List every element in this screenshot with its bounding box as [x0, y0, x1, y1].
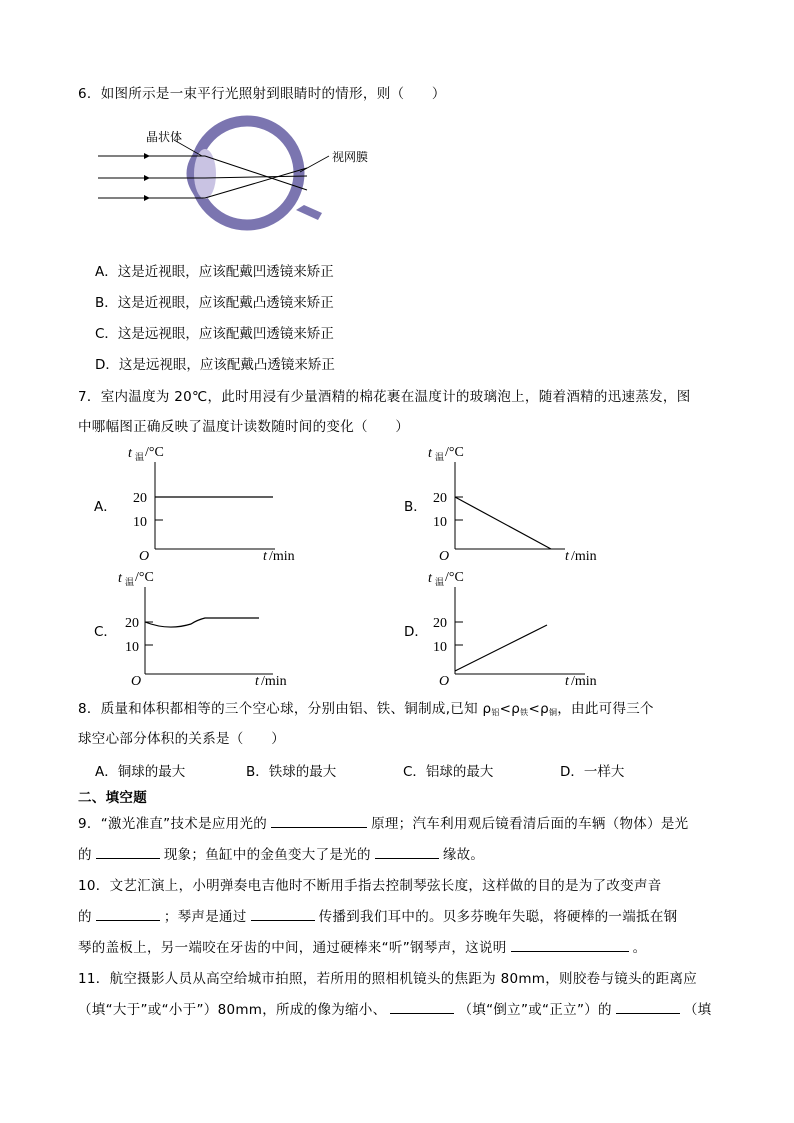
svg-text:/°C: /°C — [445, 570, 464, 585]
svg-text:/°C: /°C — [135, 570, 154, 585]
graph-c — [113, 565, 303, 690]
svg-text:20: 20 — [125, 616, 139, 631]
svg-text:t: t — [118, 571, 122, 586]
q8-option-d[interactable]: D．一样大 — [560, 764, 625, 780]
q8-option-a[interactable]: A．铜球的最大 — [95, 764, 186, 780]
svg-text:温: 温 — [135, 452, 145, 462]
svg-text:/min: /min — [571, 674, 597, 689]
svg-text:/°C: /°C — [445, 445, 464, 460]
q6-option-b[interactable]: B．这是近视眼，应该配戴凸透镜来矫正 — [95, 295, 334, 311]
q9-blank-2[interactable] — [96, 845, 160, 859]
graph-d — [425, 565, 615, 690]
q6-option-d[interactable]: D．这是远视眼，应该配戴凸透镜来矫正 — [95, 357, 335, 373]
svg-text:20: 20 — [133, 491, 147, 506]
q10-line3: 琴的盖板上，另一端咬在牙齿的中间，通过硬棒来“听”钢琴声，这说明 。 — [78, 940, 647, 956]
svg-text:O: O — [131, 674, 142, 689]
graph-a — [125, 440, 305, 565]
q9-line2: 的 现象；鱼缸中的金鱼变大了是光的 缘故。 — [78, 847, 485, 863]
q11-blank-2[interactable] — [616, 1000, 680, 1014]
svg-text:20: 20 — [433, 616, 447, 631]
q6-stem: 6．如图所示是一束平行光照射到眼睛时的情形，则（ ） — [78, 86, 446, 102]
graph-d-label[interactable]: D． — [404, 624, 428, 640]
q9-blank-3[interactable] — [375, 845, 439, 859]
q10-blank-3[interactable] — [511, 938, 629, 952]
q11-line1: 11．航空摄影人员从高空给城市拍照，若所用的照相机镜头的焦距为 80mm，则胶卷与镜头的距离应 — [78, 971, 698, 987]
section-title: 二、填空题 — [78, 790, 147, 806]
q8-stem-line2: 球空心部分体积的关系是（ ） — [78, 731, 285, 747]
svg-text:10: 10 — [433, 515, 447, 530]
graph-c-curve — [145, 618, 259, 627]
svg-text:t: t — [128, 446, 132, 461]
q7-stem-line1: 7．室内温度为 20℃，此时用浸有少量酒精的棉花裹在温度计的玻璃泡上，随着酒精的迅速蒸发，图 — [78, 389, 691, 405]
svg-text:O: O — [439, 674, 450, 689]
svg-text:10: 10 — [433, 640, 447, 655]
svg-text:20: 20 — [433, 491, 447, 506]
graph-b — [425, 440, 605, 565]
q10-blank-1[interactable] — [96, 907, 160, 921]
svg-text:O: O — [439, 549, 450, 564]
svg-text:10: 10 — [133, 515, 147, 530]
graph-d-curve — [455, 625, 547, 671]
q6-option-c[interactable]: C．这是远视眼，应该配戴凹透镜来矫正 — [95, 326, 334, 342]
q9-line1: 9．“激光准直”技术是应用光的 原理；汽车利用观后镜看清后面的车辆（物体）是光 — [78, 816, 689, 832]
graph-b-label[interactable]: B． — [404, 499, 427, 515]
svg-text:t: t — [565, 549, 569, 564]
q10-line2: 的 ；琴声是通过 传播到我们耳中的。贝多芬晚年失聪，将硬棒的一端抵在钢 — [78, 909, 678, 925]
svg-text:t: t — [428, 571, 432, 586]
q11-line2: （填“大于”或“小于”）80mm，所成的像为缩小、 （填“倒立”或“正立”）的 （填 — [78, 1002, 712, 1018]
graph-a-label[interactable]: A． — [94, 499, 117, 515]
svg-text:t: t — [565, 674, 569, 689]
optic-nerve — [296, 205, 322, 220]
q11-blank-1[interactable] — [390, 1000, 454, 1014]
q7-stem-line2: 中哪幅图正确反映了温度计读数随时间的变化（ ） — [78, 419, 410, 435]
graph-b-curve — [455, 497, 551, 549]
svg-text:/min: /min — [269, 549, 295, 564]
q10-blank-2[interactable] — [251, 907, 315, 921]
svg-text:/min: /min — [571, 549, 597, 564]
svg-text:O: O — [139, 549, 150, 564]
q8-stem-line1: 8．质量和体积都相等的三个空心球，分别由铝、铁、铜制成,已知 $\rho_铝<\rho_铁<\rho_铜$，由此可得三个 — [78, 701, 654, 717]
svg-text:/min: /min — [261, 674, 287, 689]
svg-text:t: t — [428, 446, 432, 461]
graph-c-label[interactable]: C． — [94, 624, 117, 640]
svg-text:/°C: /°C — [145, 445, 164, 460]
svg-text:t: t — [255, 674, 259, 689]
svg-text:t: t — [263, 549, 267, 564]
svg-text:温: 温 — [435, 452, 445, 462]
eye-diagram — [92, 110, 392, 235]
q8-option-b[interactable]: B．铁球的最大 — [246, 764, 337, 780]
q6-option-a[interactable]: A．这是近视眼，应该配戴凹透镜来矫正 — [95, 264, 334, 280]
label-crystalline-lens: 晶状体 — [146, 130, 183, 144]
q9-blank-1[interactable] — [271, 814, 367, 828]
q8-option-c[interactable]: C．铝球的最大 — [403, 764, 494, 780]
q10-line1: 10．文艺汇演上，小明弹奏电吉他时不断用手指去控制琴弦长度，这样做的目的是为了改变声音 — [78, 878, 662, 894]
label-retina: 视网膜 — [332, 150, 369, 164]
svg-text:10: 10 — [125, 640, 139, 655]
svg-text:温: 温 — [435, 577, 445, 587]
svg-text:温: 温 — [125, 577, 135, 587]
